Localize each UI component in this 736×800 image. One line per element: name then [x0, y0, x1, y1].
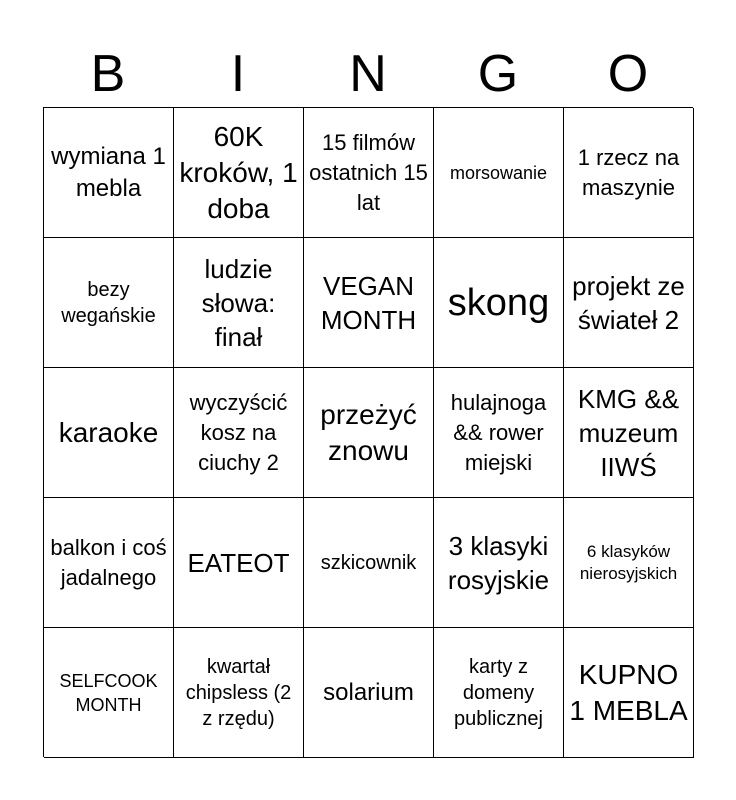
bingo-grid: [43, 107, 693, 757]
bingo-cell[interactable]: [44, 108, 174, 238]
cell-text: balkon i coś jadalnego: [50, 534, 167, 590]
header-letter-g: G: [477, 45, 519, 103]
bingo-cell[interactable]: [564, 498, 694, 628]
cell-text: 3 klasyki rosyjskie: [447, 530, 550, 595]
bingo-cell[interactable]: [174, 498, 304, 628]
header-letter-n: N: [349, 45, 387, 103]
cell-text: wymiana 1 mebla: [51, 142, 166, 202]
bingo-cell[interactable]: [304, 238, 434, 368]
bingo-cell[interactable]: [434, 628, 564, 758]
bingo-cell[interactable]: [564, 108, 694, 238]
cell-text: karty z domeny publicznej: [454, 655, 543, 730]
bingo-cell[interactable]: [304, 628, 434, 758]
bingo-cell[interactable]: [44, 498, 174, 628]
cell-text: przeżyć znowu: [320, 398, 417, 466]
bingo-cell[interactable]: [434, 108, 564, 238]
header-letter-i: I: [230, 45, 246, 103]
cell-text: kwartał chipsless (2 z rzędu): [185, 655, 292, 730]
bingo-cell[interactable]: [174, 368, 304, 498]
bingo-cell[interactable]: [44, 628, 174, 758]
bingo-cell[interactable]: [434, 498, 564, 628]
cell-text: 15 filmów ostatnich 15 lat: [309, 129, 428, 215]
bingo-cell[interactable]: [564, 368, 694, 498]
cell-text: wyczyścić kosz na ciuchy 2: [189, 389, 288, 475]
cell-text: skong: [447, 281, 550, 324]
bingo-header: [43, 40, 693, 108]
bingo-cell[interactable]: [174, 238, 304, 368]
cell-text: karaoke: [58, 416, 159, 448]
bingo-cell[interactable]: [434, 238, 564, 368]
cell-text: KMG && muzeum IIWŚ: [577, 383, 680, 482]
header-letter-b: B: [90, 45, 126, 103]
bingo-cell[interactable]: [564, 628, 694, 758]
cell-text: VEGAN MONTH: [320, 270, 417, 335]
bingo-cell[interactable]: [174, 628, 304, 758]
header-letter-o: O: [607, 45, 649, 103]
cell-text: 60K kroków, 1 doba: [179, 120, 298, 224]
cell-text: morsowanie: [449, 162, 548, 183]
bingo-cell[interactable]: [564, 238, 694, 368]
cell-text: solarium: [323, 678, 414, 706]
cell-text: SELFCOOK MONTH: [59, 670, 158, 715]
cell-text: hulajnoga && rower miejski: [450, 389, 547, 475]
cell-text: EATEOT: [187, 547, 290, 578]
cell-text: KUPNO 1 MEBLA: [569, 658, 688, 726]
bingo-cell[interactable]: [304, 108, 434, 238]
bingo-cell[interactable]: [434, 368, 564, 498]
bingo-cell[interactable]: [304, 498, 434, 628]
cell-text: 6 klasyków nierosyjskich: [579, 541, 678, 583]
bingo-cell[interactable]: [44, 368, 174, 498]
cell-text: szkicownik: [320, 551, 417, 574]
bingo-cell[interactable]: [304, 368, 434, 498]
cell-text: 1 rzecz na maszynie: [577, 144, 680, 200]
cell-text: ludzie słowa: finał: [201, 253, 276, 352]
cell-text: bezy wegańskie: [61, 278, 156, 327]
cell-text: projekt ze świateł 2: [572, 270, 685, 335]
bingo-cell[interactable]: [44, 238, 174, 368]
bingo-cell[interactable]: [174, 108, 304, 238]
